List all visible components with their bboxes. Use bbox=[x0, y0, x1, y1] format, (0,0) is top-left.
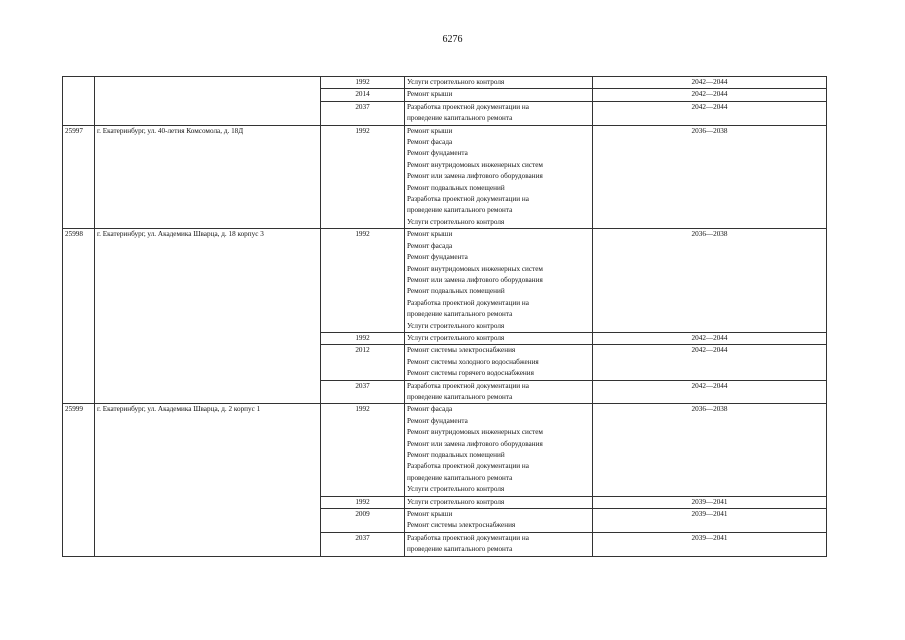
table-row bbox=[63, 229, 827, 333]
work-item: Ремонт фундамента bbox=[407, 149, 468, 158]
works-cell bbox=[405, 77, 593, 89]
work-item: Услуги строительного контроля bbox=[407, 497, 505, 506]
table-row bbox=[63, 404, 827, 496]
work-item: Услуги строительного контроля bbox=[407, 217, 505, 226]
work-item: Ремонт крыши bbox=[407, 230, 453, 239]
year-cell: 1992 bbox=[321, 229, 405, 333]
period-cell: 2042—2044 bbox=[593, 101, 827, 125]
period-cell: 2042—2044 bbox=[593, 380, 827, 404]
work-item: Услуги строительного контроля bbox=[407, 333, 505, 342]
work-item: Ремонт внутридомовых инженерных систем bbox=[407, 428, 543, 437]
work-item: Разработка проектной документации на bbox=[407, 462, 529, 471]
work-item: Ремонт фундамента bbox=[407, 253, 468, 262]
work-item: Разработка проектной документации на bbox=[407, 298, 529, 307]
works-cell bbox=[405, 496, 593, 508]
work-item: Разработка проектной документации на bbox=[407, 195, 529, 204]
work-item: проведение капитального ремонта bbox=[407, 545, 513, 554]
year-cell: 2037 bbox=[321, 532, 405, 556]
year-cell: 2012 bbox=[321, 345, 405, 380]
works-cell bbox=[405, 345, 593, 380]
work-item: Разработка проектной документации на bbox=[407, 102, 529, 111]
period-cell: 2036—2038 bbox=[593, 229, 827, 333]
building-address-cell: г. Екатеринбург, ул. Академика Шварца, д. 18 корпус 3 bbox=[95, 229, 321, 404]
works-cell bbox=[405, 509, 593, 533]
work-item: Ремонт внутридомовых инженерных систем bbox=[407, 160, 543, 169]
period-cell: 2042—2044 bbox=[593, 89, 827, 101]
work-item: Ремонт или замена лифтового оборудования bbox=[407, 275, 543, 284]
work-item: Ремонт системы холодного водоснабжения bbox=[407, 357, 539, 366]
period-cell: 2036—2038 bbox=[593, 404, 827, 496]
table-row bbox=[63, 77, 827, 89]
work-item: Ремонт фасада bbox=[407, 405, 453, 414]
work-item: Ремонт системы горячего водоснабжения bbox=[407, 369, 534, 378]
work-item: Услуги строительного контроля bbox=[407, 321, 505, 330]
work-item: Ремонт крыши bbox=[407, 90, 453, 99]
building-number-cell bbox=[63, 77, 95, 126]
year-cell: 1992 bbox=[321, 496, 405, 508]
period-cell: 2042—2044 bbox=[593, 332, 827, 344]
building-address-cell bbox=[95, 77, 321, 126]
building-number-cell: 25998 bbox=[63, 229, 95, 404]
period-cell: 2039—2041 bbox=[593, 496, 827, 508]
building-number-cell: 25999 bbox=[63, 404, 95, 556]
building-address-cell: г. Екатеринбург, ул. Академика Шварца, д. 2 корпус 1 bbox=[95, 404, 321, 556]
year-cell: 2037 bbox=[321, 101, 405, 125]
work-item: Разработка проектной документации на bbox=[407, 533, 529, 542]
work-item: Ремонт фасада bbox=[407, 138, 453, 147]
work-item: проведение капитального ремонта bbox=[407, 473, 513, 482]
building-address-cell: г. Екатеринбург, ул. 40-летия Комсомола, д. 18Д bbox=[95, 125, 321, 229]
period-cell: 2036—2038 bbox=[593, 125, 827, 229]
year-cell: 1992 bbox=[321, 125, 405, 229]
work-item: Ремонт подвальных помещений bbox=[407, 451, 505, 459]
work-item: Ремонт подвальных помещений bbox=[407, 287, 505, 296]
work-item: Ремонт или замена лифтового оборудования bbox=[407, 439, 543, 448]
year-cell: 2009 bbox=[321, 509, 405, 533]
work-item: Ремонт внутридомовых инженерных систем bbox=[407, 264, 543, 273]
year-cell: 1992 bbox=[321, 332, 405, 344]
work-item: Ремонт крыши bbox=[407, 126, 453, 135]
period-cell: 2042—2044 bbox=[593, 345, 827, 380]
work-item: Ремонт системы электроснабжения bbox=[407, 346, 516, 355]
capital-repair-table bbox=[62, 76, 827, 557]
work-item: проведение капитального ремонта bbox=[407, 310, 513, 319]
period-cell: 2039—2041 bbox=[593, 509, 827, 533]
work-item: проведение капитального ремонта bbox=[407, 114, 513, 123]
work-item: Ремонт подвальных помещений bbox=[407, 183, 505, 192]
table-row bbox=[63, 125, 827, 229]
works-cell bbox=[405, 532, 593, 556]
building-number-cell: 25997 bbox=[63, 125, 95, 229]
work-item: проведение капитального ремонта bbox=[407, 206, 513, 215]
year-cell: 1992 bbox=[321, 77, 405, 89]
works-cell bbox=[405, 101, 593, 125]
year-cell: 2037 bbox=[321, 380, 405, 404]
works-cell bbox=[405, 380, 593, 404]
works-cell bbox=[405, 229, 593, 333]
works-cell bbox=[405, 404, 593, 496]
works-cell bbox=[405, 332, 593, 344]
work-item: Ремонт крыши bbox=[407, 510, 453, 519]
work-item: проведение капитального ремонта bbox=[407, 392, 513, 401]
work-item: Ремонт фундамента bbox=[407, 416, 468, 425]
work-item: Услуги строительного контроля bbox=[407, 78, 505, 86]
period-cell: 2039—2041 bbox=[593, 532, 827, 556]
table-body bbox=[63, 77, 827, 557]
work-item: Ремонт фасада bbox=[407, 241, 453, 250]
work-item: Ремонт системы электроснабжения bbox=[407, 521, 516, 530]
period-cell: 2042—2044 bbox=[593, 77, 827, 89]
year-cell: 1992 bbox=[321, 404, 405, 496]
works-cell bbox=[405, 89, 593, 101]
work-item: Услуги строительного контроля bbox=[407, 485, 505, 494]
works-cell bbox=[405, 125, 593, 229]
year-cell: 2014 bbox=[321, 89, 405, 101]
work-item: Разработка проектной документации на bbox=[407, 381, 529, 390]
work-item: Ремонт или замена лифтового оборудования bbox=[407, 172, 543, 181]
page-number: 6276 bbox=[442, 34, 463, 45]
